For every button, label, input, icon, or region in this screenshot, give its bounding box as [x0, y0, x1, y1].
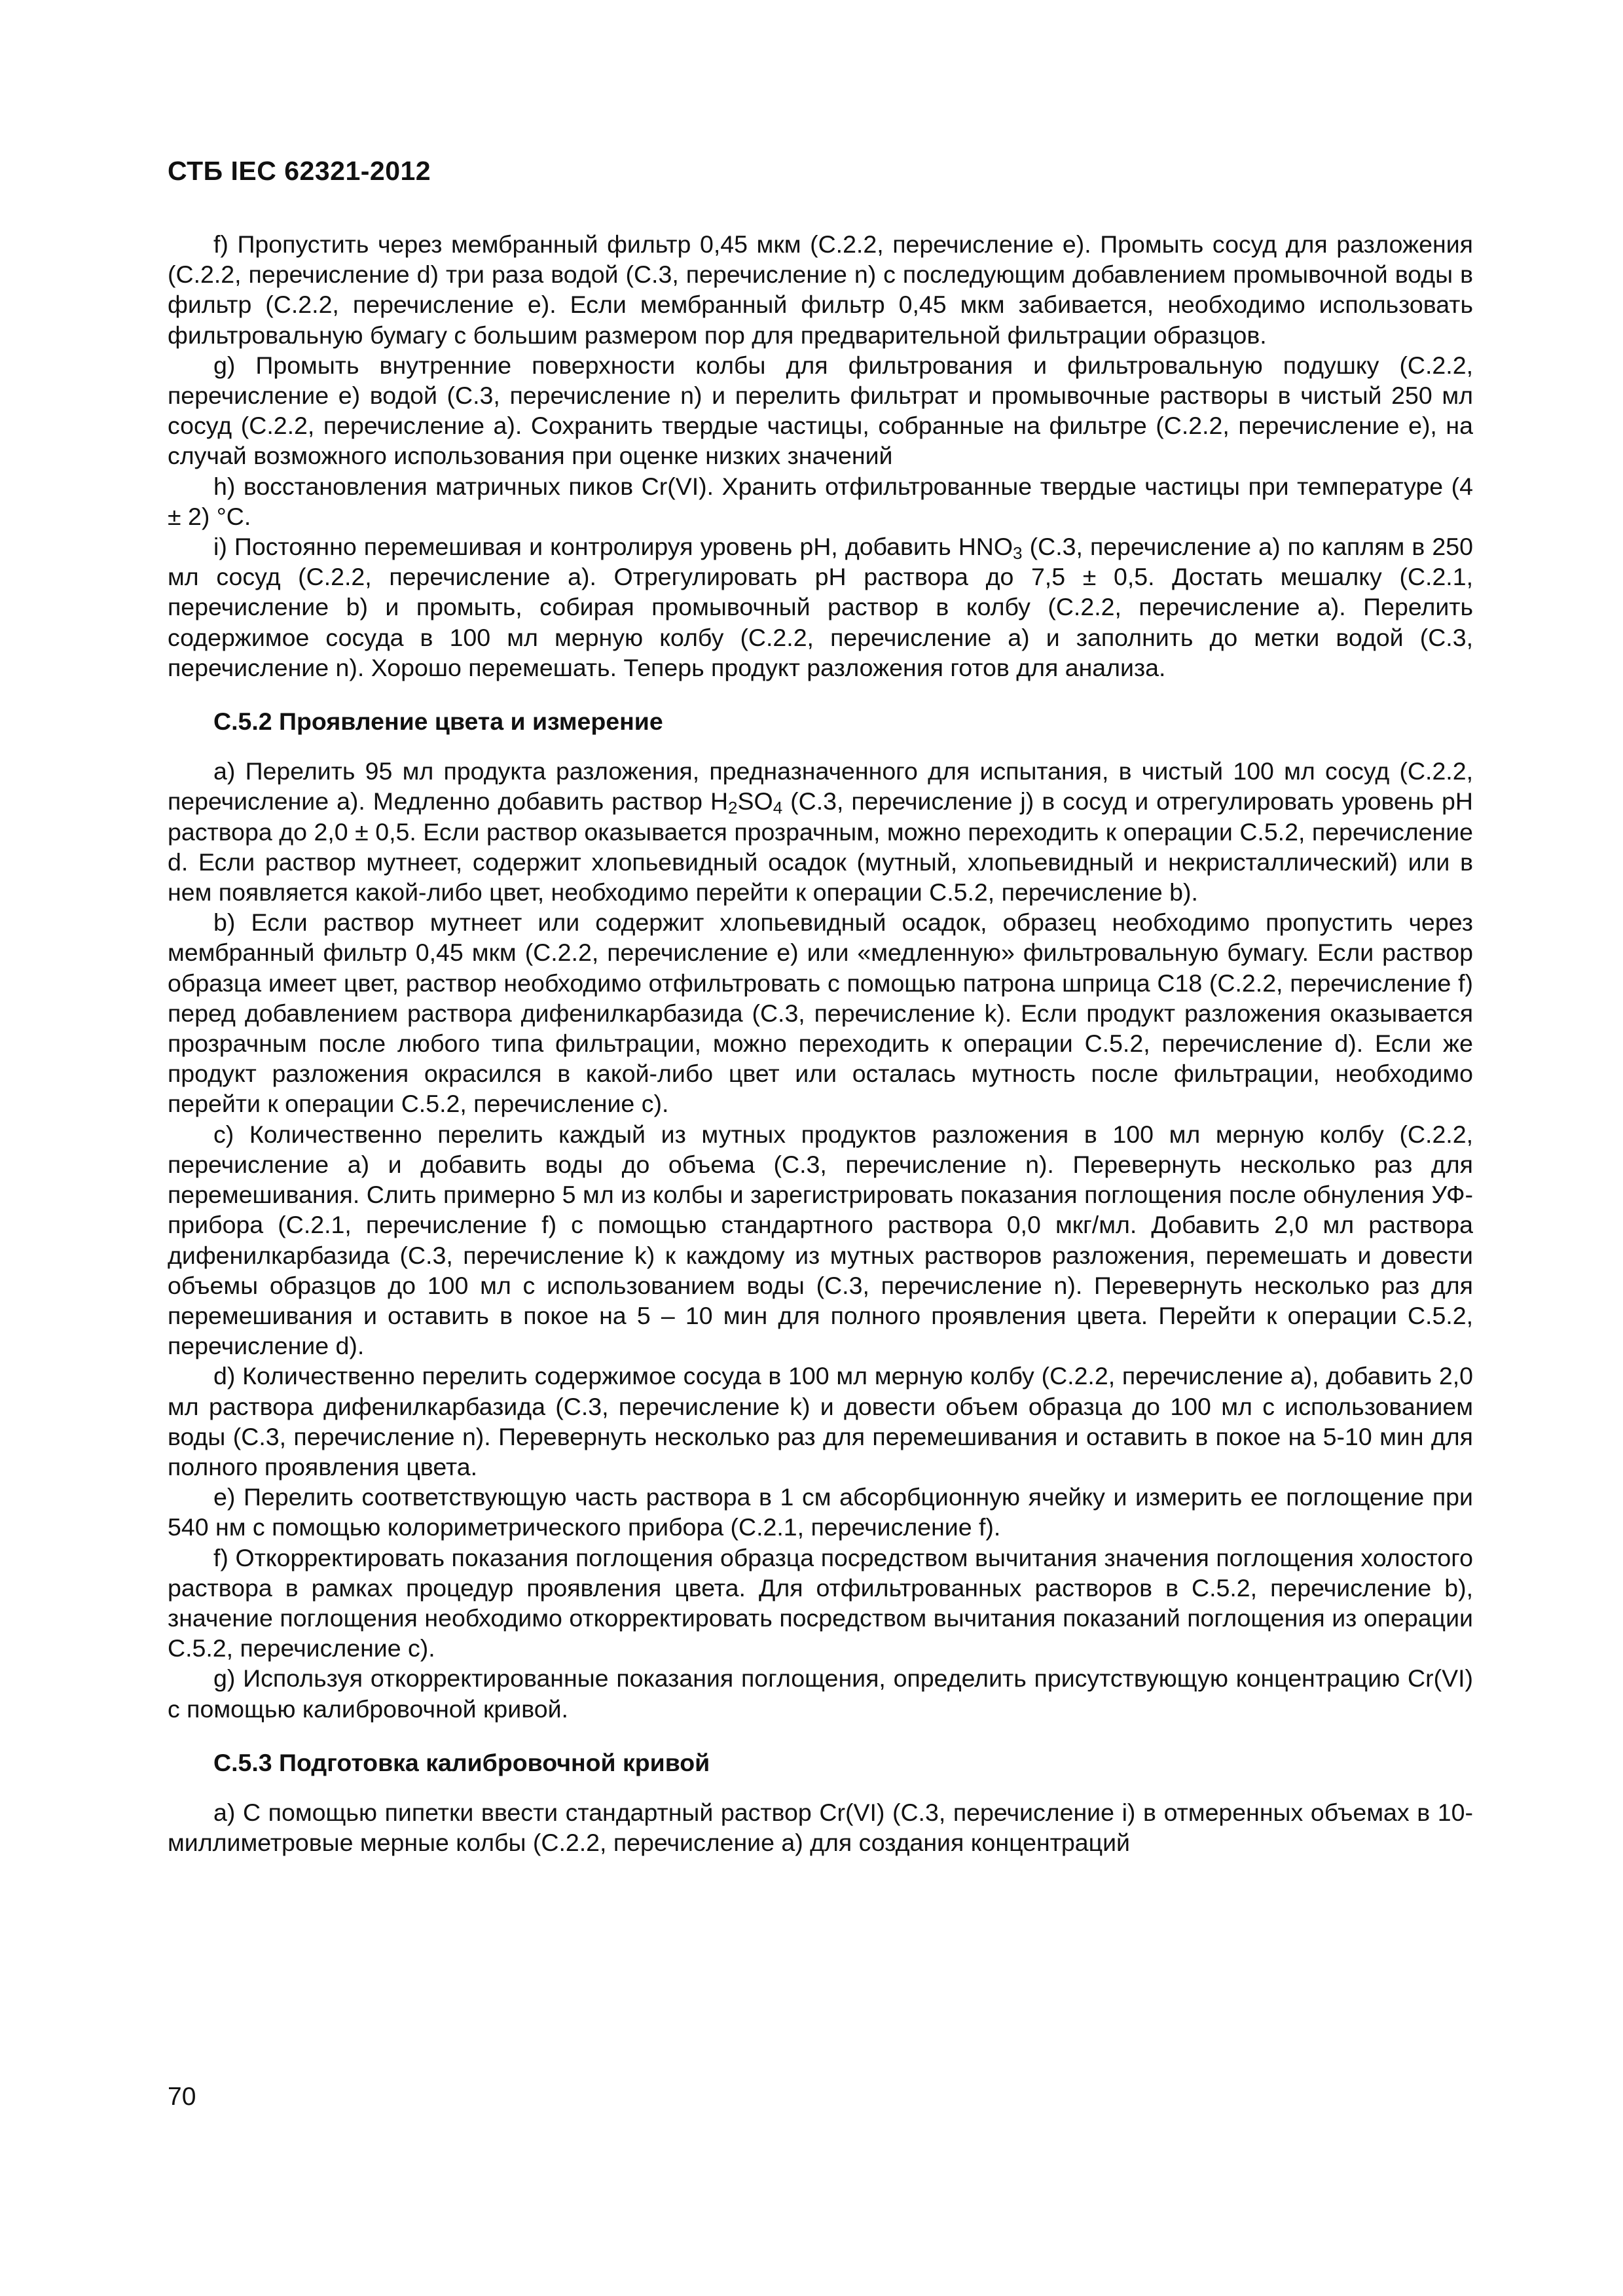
subscript: 3	[1013, 543, 1023, 564]
paragraph-a-calibration: а) С помощью пипетки ввести стандартный раствор Cr(VI) (С.3, перечисление i) в отмеренных объемах в 10-миллиметровые мерные колбы (С.2.2, перечисление а) для создания концентраций	[168, 1798, 1473, 1857]
paragraph-g-concentration: g) Используя откорректированные показания поглощения, определить присутствующую концентрацию Cr(VI) с помощью калибровочной кривой.	[168, 1664, 1473, 1723]
paragraph-f-correct: f) Откорректировать показания поглощения образца посредством вычитания значения поглощения холостого раствора в рамках процедур проявления цвета. Для отфильтрованных растворов в С.5.2, перечисление b), значение поглощения необходимо откорректировать посредством вычитания показаний поглощения из операции С.5.2, перечисление с).	[168, 1543, 1473, 1662]
page-number: 70	[168, 2083, 196, 2111]
paragraph-f-filtration: f) Пропустить через мембранный фильтр 0,45 мкм (С.2.2, перечисление е). Промыть сосуд для разложения (С.2.2, перечисление d) три раза водой (С.3, перечисление n) с последующим добавлением промывочной воды в фильтр (С.2.2, перечисление е). Если мембранный фильтр 0,45 мкм забивается, необходимо использовать фильтровальную бумагу с большим размером пор для предварительной фильтрации образцов.	[168, 230, 1473, 349]
text-fragment: i) Постоянно перемешивая и контролируя уровень pH, добавить HNO	[213, 533, 1013, 561]
paragraph-c-transfer: с) Количественно перелить каждый из мутных продуктов разложения в 100 мл мерную колбу (С.2.2, перечисление а) и добавить воды до объема (С.3, перечисление n). Перевернуть несколько раз для перемешивания. Слить примерно 5 мл из колбы и зарегистрировать показания поглощения после обнуления УФ-прибора (С.2.1, перечисление f) с помощью стандартного раствора 0,0 мкг/мл. Добавить 2,0 мл раствора дифенилкарбазида (С.3, перечисление k) к каждому из мутных растворов разложения, перемешать и довести объемы образцов до 100 мл с использованием воды (С.3, перечисление n). Перевернуть несколько раз для перемешивания и оставить в покое на 5 – 10 мин для полного проявления цвета. Перейти к операции С.5.2, перечисление d).	[168, 1120, 1473, 1360]
text-fragment: а) Перелить 95 мл продукта разложения, предназначенного для испытания, в чистый 100 мл сосуд (С.2.2, перечисление а). Медленно добавить раствор H	[168, 757, 1473, 816]
section-heading-c53: С.5.3 Подготовка калибровочной кривой	[213, 1748, 710, 1776]
paragraph-e-measure: е) Перелить соответствующую часть раствора в 1 см абсорбционную ячейку и измерить ее поглощение при 540 нм с помощью колориметрического прибора (С.2.1, перечисление f).	[168, 1483, 1473, 1541]
paragraph-a-h2so4	[168, 756, 1473, 907]
text-fragment: (С.3, перечисление а) по каплям в 250 мл сосуд (С.2.2, перечисление а). Отрегулировать pH раствора до 7,5 ± 0,5. Достать мешалку (С.2.1, перечисление b) и промыть, собирая промывочный раствор в колбу (С.2.2, перечисление а). Перелить содержимое сосуда в 100 мл мерную колбу (С.2.2, перечисление а) и заполнить до метки водой (С.3, перечисление n). Хорошо перемешать. Теперь продукт разложения готов для анализа.	[168, 533, 1473, 681]
paragraph-i-hno3	[168, 531, 1473, 683]
paragraph-g-rinse: g) Промыть внутренние поверхности колбы для фильтрования и фильтровальную подушку (С.2.2, перечисление е) водой (С.3, перечисление n) и перелить фильтрат и промывочные растворы в чистый 250 мл сосуд (С.2.2, перечисление а). Сохранить твердые частицы, собранные на фильтре (С.2.2, перечисление е), на случай возможного использования при оценке низких значений	[168, 351, 1473, 470]
paragraph-b-turbid: b) Если раствор мутнеет или содержит хлопьевидный осадок, образец необходимо пропустить через мембранный фильтр 0,45 мкм (С.2.2, перечисление е) или «медленную» фильтровальную бумагу. Если раствор образца имеет цвет, раствор необходимо отфильтровать с помощью патрона шприца С18 (С.2.2, перечисление f) перед добавлением раствора дифенилкарбазида (С.3, перечисление k). Если продукт разложения оказывается прозрачным после любого типа фильтрации, можно переходить к операции С.5.2, перечисление d). Если же продукт разложения окрасился в какой-либо цвет или осталась мутность после фильтрации, необходимо перейти к операции С.5.2, перечисление с).	[168, 908, 1473, 1118]
text-fragment: (С.3, перечисление j) в сосуд и отрегулировать уровень pH раствора до 2,0 ± 0,5. Если раствор оказывается прозрачным, можно переходить к операции С.5.2, перечисление d. Если раствор мутнеет, содержит хлопьевидный осадок (мутный, хлопьевидный и некристаллический) или в нем появляется какой-либо цвет, необходимо перейти к операции С.5.2, перечисление b).	[168, 787, 1473, 906]
document-code: СТБ IEC 62321-2012	[168, 156, 431, 186]
paragraph-d-transfer: d) Количественно перелить содержимое сосуда в 100 мл мерную колбу (С.2.2, перечисление а), добавить 2,0 мл раствора дифенилкарбазида (С.3, перечисление k) и довести объем образца до 100 мл с использованием воды (С.3, перечисление n). Перевернуть несколько раз для перемешивания и оставить в покое на 5-10 мин для полного проявления цвета.	[168, 1362, 1473, 1480]
subscript: 4	[773, 798, 783, 818]
section-heading-c52: С.5.2 Проявление цвета и измерение	[213, 708, 663, 736]
text-fragment: SO	[737, 787, 773, 816]
subscript: 2	[728, 798, 738, 818]
paragraph-h-storage: h) восстановления матричных пиков Cr(VI). Хранить отфильтрованные твердые частицы при температуре (4 ± 2) °С.	[168, 472, 1473, 530]
document-body	[168, 229, 1473, 1857]
